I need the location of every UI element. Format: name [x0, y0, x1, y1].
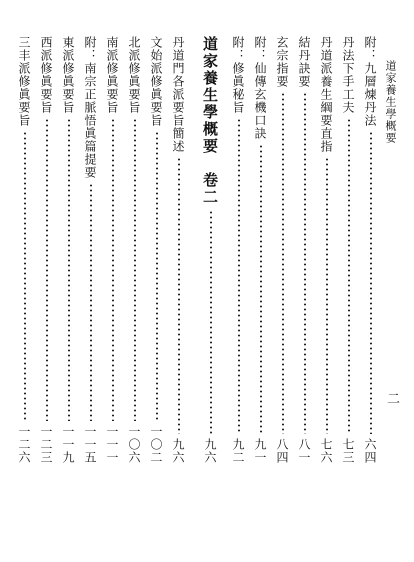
toc-entry-title: 附：修眞秘旨: [231, 36, 245, 114]
toc-entry-page: 七六: [319, 438, 333, 464]
toc-entry: [252, 36, 269, 464]
dot-leader: [68, 118, 70, 421]
toc-entry-page: 九一: [253, 438, 267, 464]
toc-entry-page: 一二六: [17, 425, 31, 464]
dot-leader: [326, 157, 328, 434]
volume-page: 九六: [203, 438, 217, 464]
toc-entry: [340, 36, 357, 464]
dot-leader: [46, 118, 48, 421]
volume-heading: [200, 36, 221, 464]
toc-entry-page: 一〇六: [127, 425, 141, 464]
toc-entry-title: 東派修眞要旨: [61, 36, 75, 114]
toc-entry: [82, 36, 99, 464]
toc-entry-title: 南派修眞要旨: [105, 36, 119, 114]
toc-entry-page: 一一五: [83, 425, 97, 464]
toc-entry-title: 文始派修眞要旨: [149, 36, 163, 127]
toc-entry: [230, 36, 247, 464]
toc-entry-title: 丹道派養生綱要直指: [319, 36, 333, 153]
toc-entry-page: 七三: [341, 438, 355, 464]
toc-entry-title: 結丹訣要: [297, 36, 311, 88]
toc-entry-page: 一一九: [61, 425, 75, 464]
dot-leader: [156, 131, 158, 421]
dot-leader: [134, 118, 136, 421]
toc-entry: [104, 36, 121, 464]
dot-leader: [112, 118, 114, 421]
toc-entry-title: 玄宗指要: [275, 36, 289, 88]
toc-entry: [170, 36, 187, 464]
toc-entry-title: 西派修眞要旨: [39, 36, 53, 114]
toc-entry-title: 丹道門各派要旨簡述: [171, 36, 185, 153]
toc-entry: [296, 36, 313, 464]
running-title: 道家養生學概要: [384, 60, 397, 144]
dot-leader: [304, 92, 306, 434]
page-number: 二: [386, 392, 400, 407]
toc-entry: [362, 36, 379, 464]
dot-leader: [260, 144, 262, 434]
dot-leader: [90, 183, 92, 421]
toc-entry-page: 九六: [171, 438, 185, 464]
toc-entry: [60, 36, 77, 464]
toc-entry-page: 八一: [297, 438, 311, 464]
toc-entry-page: 八四: [275, 438, 289, 464]
toc-entry-page: 一二三: [39, 425, 53, 464]
toc-entry: [148, 36, 165, 464]
dot-leader: [282, 92, 284, 434]
dot-leader: [210, 210, 212, 434]
toc-entry-title: 丹法下手工夫: [341, 36, 355, 114]
toc-entry: [38, 36, 55, 464]
toc-entry-title: 北派修眞要旨: [127, 36, 141, 114]
dot-leader: [24, 131, 26, 421]
volume-title: 道家養生學概要 卷二: [201, 36, 219, 206]
toc-entry: [318, 36, 335, 464]
toc-entry-page: 一一一: [105, 425, 119, 464]
toc-entry-page: 一〇二: [149, 425, 163, 464]
toc-entry: [16, 36, 33, 464]
toc-entry: [274, 36, 291, 464]
toc-entry-title: 附：南宗正脈悟眞篇提要: [83, 36, 97, 179]
dot-leader: [370, 131, 372, 434]
toc-entry: [126, 36, 143, 464]
toc-entry-title: 附：九層煉丹法: [363, 36, 377, 127]
dot-leader: [238, 118, 240, 434]
toc-entry-page: 六四: [363, 438, 377, 464]
dot-leader: [348, 118, 350, 434]
dot-leader: [178, 157, 180, 434]
toc-entry-title: 三丰派修眞要旨: [17, 36, 31, 127]
toc-entry-page: 九二: [231, 438, 245, 464]
toc-entry-title: 附：仙傳玄機口訣: [253, 36, 267, 140]
